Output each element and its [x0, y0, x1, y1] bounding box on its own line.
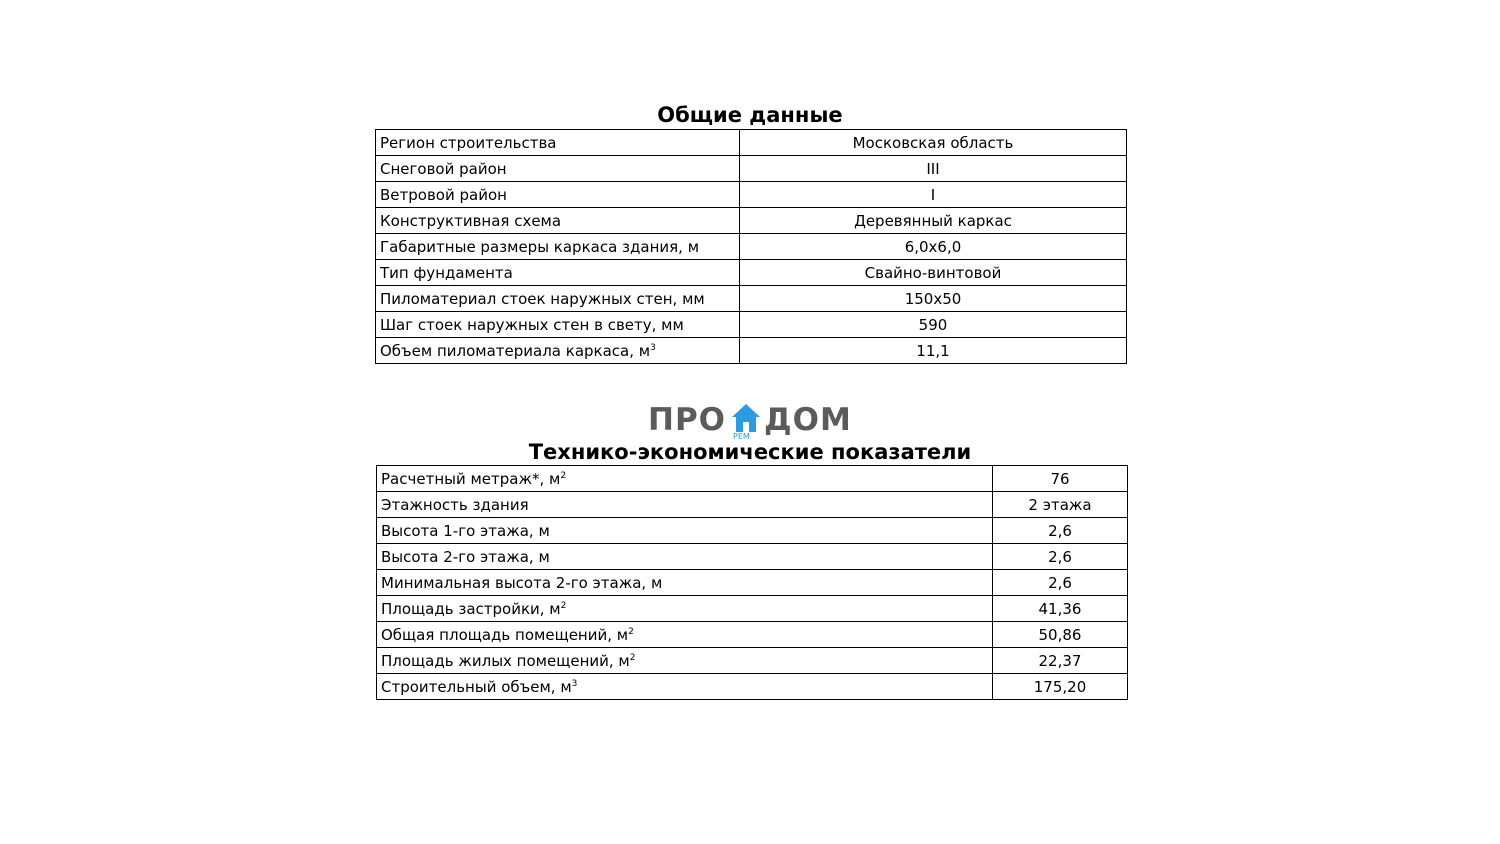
unit-superscript: 3 [650, 342, 656, 353]
table-row [377, 544, 1128, 570]
table-row [376, 130, 1127, 156]
unit-superscript: 2 [560, 600, 567, 611]
row-label-cell [377, 622, 993, 648]
row-label-cell [377, 544, 993, 570]
row-value: 175,20 [993, 674, 1128, 700]
general-data-rows [376, 130, 1127, 364]
row-value: 50,86 [993, 622, 1128, 648]
row-label: Этажность здания [381, 495, 529, 514]
table-row [377, 674, 1128, 700]
unit-superscript: 2 [560, 470, 567, 481]
row-value: 2,6 [993, 570, 1128, 596]
row-label: Строительный объем, м [381, 677, 572, 696]
table-row [377, 492, 1128, 518]
row-label-cell [377, 492, 993, 518]
row-value: III [740, 156, 1127, 182]
row-value: Деревянный каркас [740, 208, 1127, 234]
row-value: 11,1 [740, 338, 1127, 364]
row-label-cell [376, 208, 740, 234]
row-value: 76 [993, 466, 1128, 492]
row-label-cell [377, 596, 993, 622]
row-label-cell [376, 260, 740, 286]
table-row [376, 208, 1127, 234]
tech-indicators-title: Технико-экономические показатели [528, 440, 972, 464]
table-row [376, 182, 1127, 208]
row-label-cell [376, 234, 740, 260]
table-row [376, 338, 1127, 364]
row-label-cell [376, 156, 740, 182]
row-label: Высота 1-го этажа, м [381, 521, 550, 540]
table-row [377, 596, 1128, 622]
logo-word-dom: ДОМ [764, 402, 852, 438]
row-label-cell [376, 286, 740, 312]
row-value: Свайно-винтовой [740, 260, 1127, 286]
row-label-cell [377, 466, 993, 492]
row-label: Тип фундамента [380, 263, 513, 282]
row-label: Ветровой район [380, 185, 507, 204]
row-label: Габаритные размеры каркаса здания, м [380, 237, 700, 256]
table-row [377, 570, 1128, 596]
row-label: Площадь застройки, м [381, 599, 561, 618]
general-data-title: Общие данные [657, 103, 843, 127]
row-label: Расчетный метраж*, м [381, 469, 561, 488]
row-value: 150х50 [740, 286, 1127, 312]
row-label: Конструктивная схема [380, 211, 562, 230]
tech-indicators-rows [377, 466, 1128, 700]
row-label-cell [376, 182, 740, 208]
table-row [377, 622, 1128, 648]
table-row [376, 260, 1127, 286]
row-value: 2 этажа [993, 492, 1128, 518]
table-row [376, 312, 1127, 338]
prodom-logo [648, 400, 858, 442]
row-label-cell [377, 648, 993, 674]
tech-indicators-table [376, 465, 1128, 700]
row-label: Шаг стоек наружных стен в свету, мм [380, 315, 684, 334]
table-row [376, 234, 1127, 260]
logo-word-pro: ПРО [648, 402, 727, 438]
row-label: Минимальная высота 2-го этажа, м [381, 573, 663, 592]
row-label-cell [377, 674, 993, 700]
general-data-table [375, 129, 1127, 364]
row-value: 590 [740, 312, 1127, 338]
row-label: Общая площадь помещений, м [381, 625, 629, 644]
row-label-cell [376, 130, 740, 156]
row-label-cell [376, 312, 740, 338]
row-label: Площадь жилых помещений, м [381, 651, 630, 670]
row-value: 22,37 [993, 648, 1128, 674]
table-row [377, 648, 1128, 674]
table-row [377, 466, 1128, 492]
unit-superscript: 2 [628, 626, 634, 637]
row-value: I [740, 182, 1127, 208]
unit-superscript: 3 [571, 678, 578, 689]
row-label: Высота 2-го этажа, м [381, 547, 550, 566]
row-label-cell [377, 518, 993, 544]
row-value: 41,36 [993, 596, 1128, 622]
table-row [376, 286, 1127, 312]
unit-superscript: 2 [629, 652, 636, 663]
row-label-cell [376, 338, 740, 364]
row-value: 6,0х6,0 [740, 234, 1127, 260]
row-value: 2,6 [993, 544, 1128, 570]
row-value: Московская область [740, 130, 1127, 156]
logo-subtext: РЕМ [733, 432, 750, 441]
table-row [376, 156, 1127, 182]
row-label: Снеговой район [380, 159, 507, 178]
row-label: Пиломатериал стоек наружных стен, мм [380, 289, 705, 308]
row-value: 2,6 [993, 518, 1128, 544]
row-label: Регион строительства [380, 133, 557, 152]
row-label: Объем пиломатериала каркаса, м [380, 341, 651, 360]
table-row [377, 518, 1128, 544]
row-label-cell [377, 570, 993, 596]
